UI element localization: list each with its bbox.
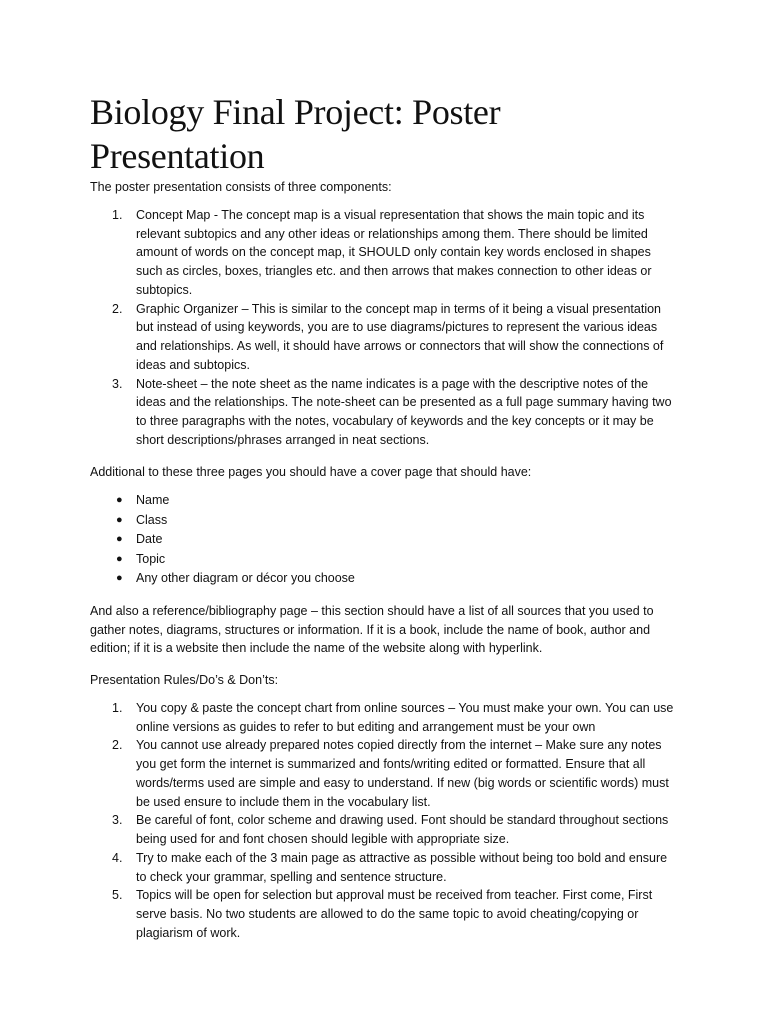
rule-item [90,736,680,811]
bullet-icon: ● [116,552,123,565]
item-number: 1. [112,700,123,715]
bullet-icon: ● [116,513,123,526]
item-number: 5. [112,888,123,903]
cover-item [90,511,680,531]
bullet-icon: ● [116,533,123,546]
bullet-icon: ● [116,572,123,585]
component-item [90,375,680,450]
rule-item [90,849,680,887]
item-text: Date [136,532,163,547]
item-text: Be careful of font, color scheme and drawing used. Font should be standard throughout sections being used for and font chosen should legible with appropriate size. [136,813,669,846]
item-text: Note-sheet – the note sheet as the name indicates is a page with the descriptive notes of the ideas and the relationships. The note-sheet can be presented as a full page summary having two to three paragraphs with the notes, vocabulary of keywords and the key concepts or it may be short descriptions/phrases arranged in neat sections. [136,376,672,447]
cover-page-list [90,491,680,589]
bullet-icon: ● [116,494,123,507]
item-text: Class [136,512,168,527]
cover-item [90,550,680,570]
component-item [90,206,680,300]
item-number: 3. [112,813,123,828]
item-number: 3. [112,376,123,391]
item-text: Topics will be open for selection but approval must be received from teacher. First come, First serve basis. No two students are allowed to do the same topic to avoid cheating/copying or plagiarism of work. [136,888,653,940]
cover-item [90,491,680,511]
document-page [90,90,680,943]
rule-item [90,811,680,849]
cover-item [90,569,680,589]
component-item [90,300,680,375]
item-number: 1. [112,207,123,222]
item-text: Topic [136,551,166,566]
components-list [90,206,680,450]
item-text: You cannot use already prepared notes copied directly from the internet – Make sure any notes you get form the internet is summarized and fonts/writing edited or formatted. Ensure that all words/terms used are simple and easy to understand. If new (big words or scientific words) must be used ensure to include them in the vocabulary list. [136,738,669,809]
intro-paragraph: The poster presentation consists of three components: [90,180,392,194]
rules-list [90,699,680,943]
rule-item [90,699,680,737]
item-number: 2. [112,738,123,753]
item-text: You copy & paste the concept chart from online sources – You must make your own. You can use online versions as guides to refer to but editing and arrangement must be your own [136,700,674,734]
cover-item [90,530,680,550]
rule-item [90,886,680,942]
page-title: Biology Final Project: Poster Presentation [90,92,501,176]
additional-intro-paragraph: Additional to these three pages you should have a cover page that should have: [90,464,532,479]
bibliography-paragraph: And also a reference/bibliography page – this section should have a list of all sources that you used to gather notes, diagrams, structures or information. If it is a book, include the name of book, author and edition; if it is a website then include the name of the website along with hyperlink. [90,603,654,656]
item-text: Try to make each of the 3 main page as attractive as possible without being too bold and ensure to check your grammar, spelling and sentence structure. [136,850,668,884]
item-text: Concept Map - The concept map is a visual representation that shows the main topic and its relevant subtopics and any other ideas or relationships among them. There should be limited amount of words on the concept map, it SHOULD only contain key words enclosed in shapes such as circles, boxes, triangles etc. and then arrows that makes connection to other ideas or subtopics. [136,207,652,297]
item-number: 4. [112,850,123,865]
item-text: Any other diagram or décor you choose [136,571,355,586]
item-text: Graphic Organizer – This is similar to the concept map in terms of it being a visual presentation but instead of using keywords, you are to use diagrams/pictures to represent the various ideas and relationships. As well, it should have arrows or connectors that will show the connections of ideas and subtopics. [136,301,664,372]
rules-heading: Presentation Rules/Do’s & Don’ts: [90,673,279,687]
item-number: 2. [112,301,123,316]
item-text: Name [136,493,170,508]
